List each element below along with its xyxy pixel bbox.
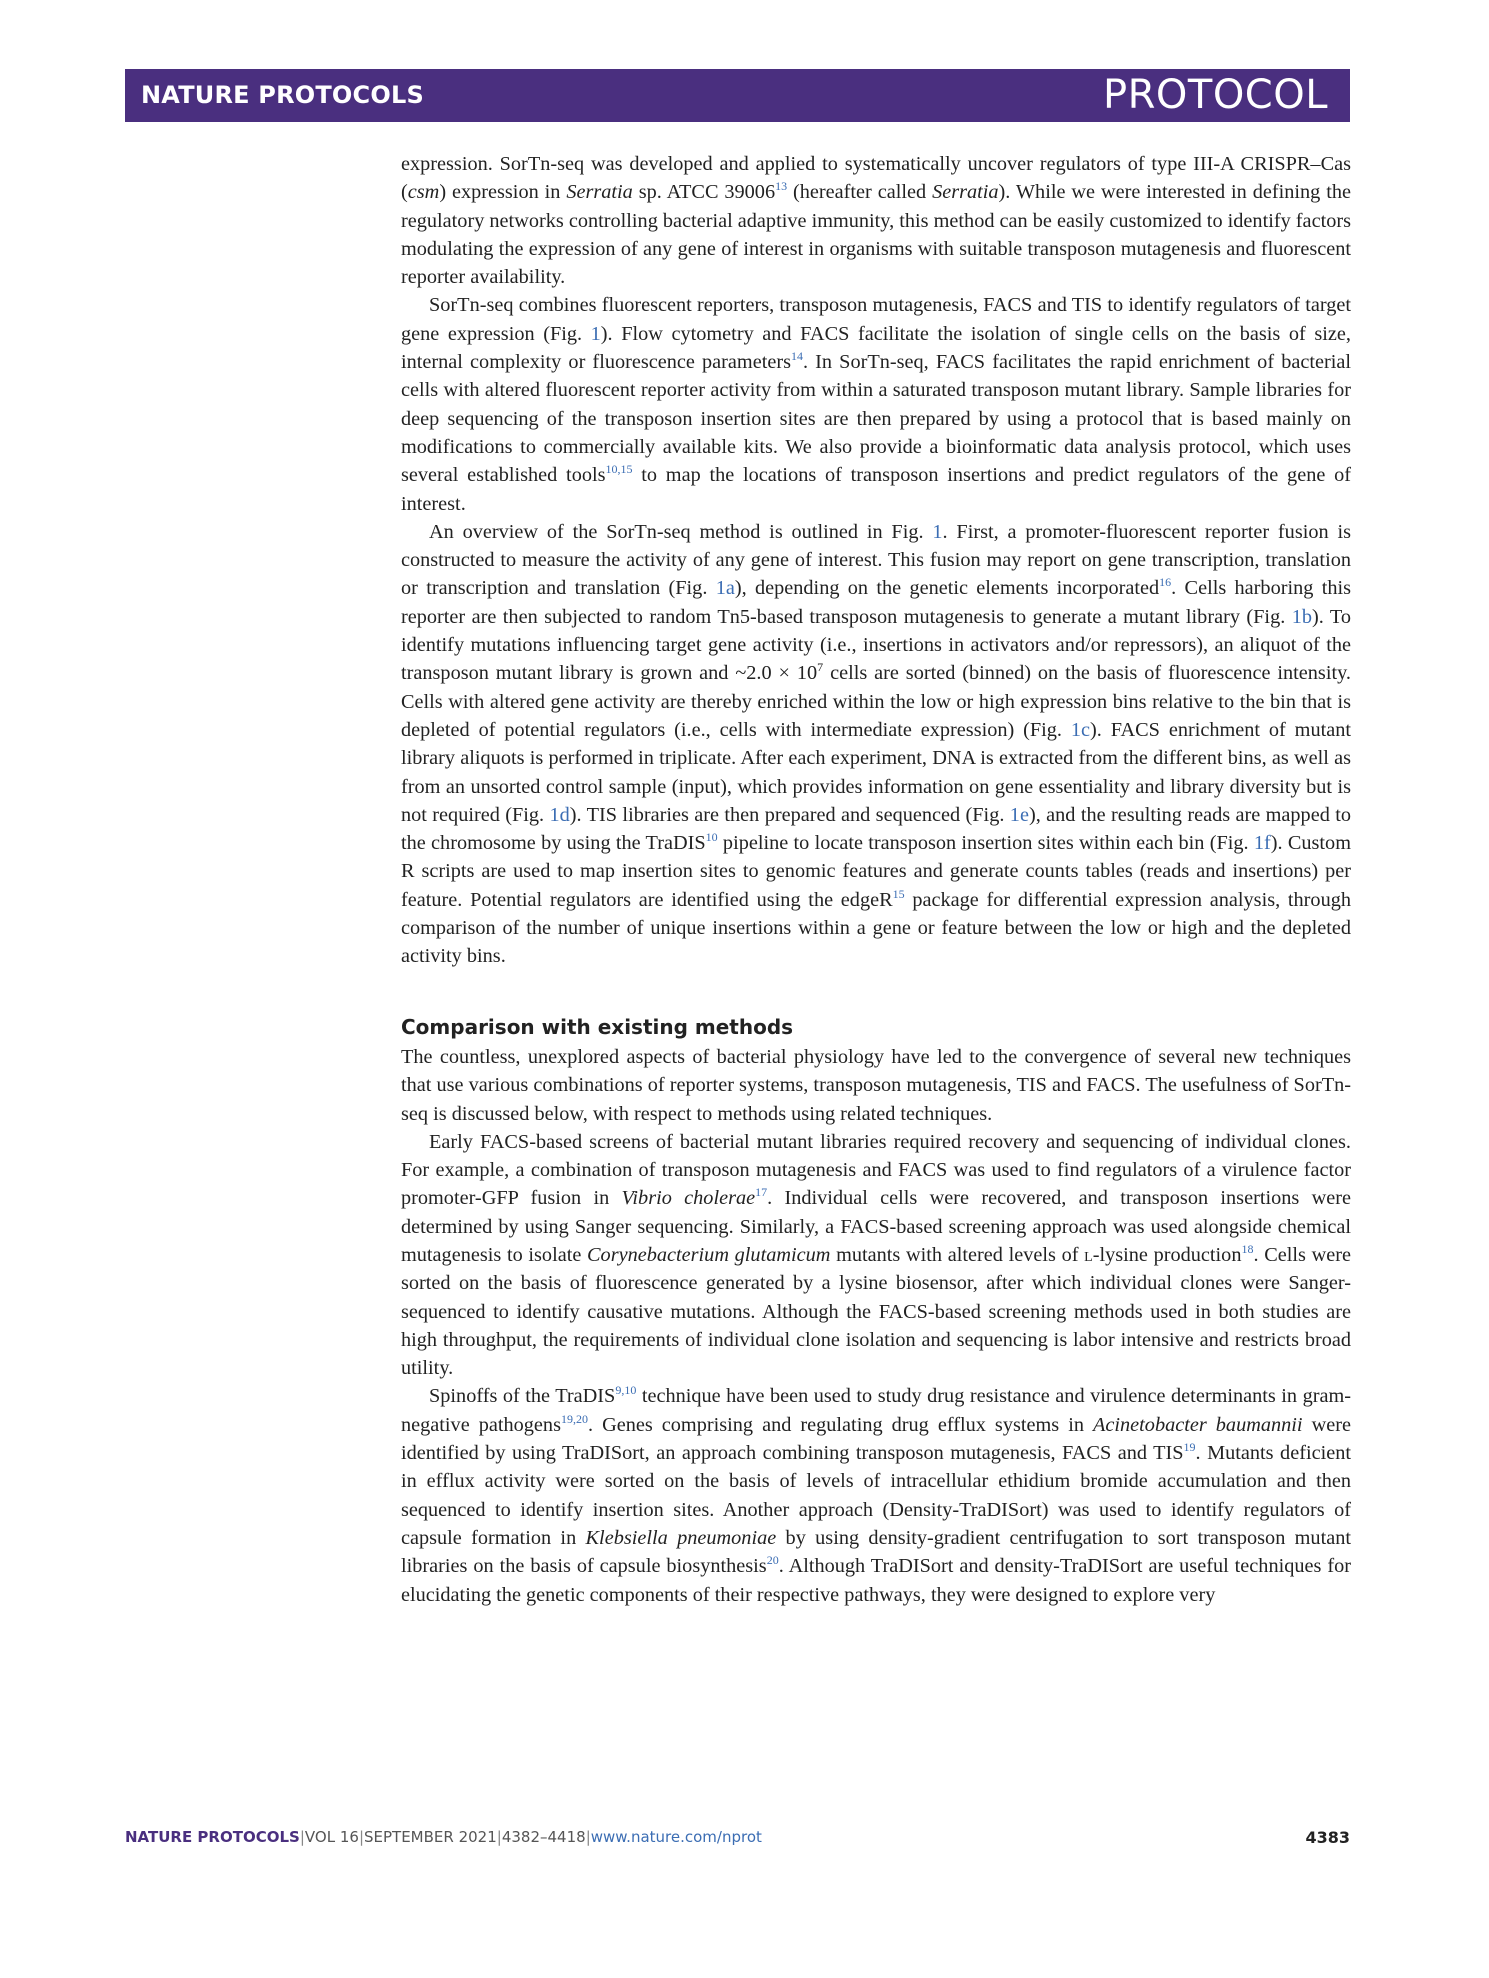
paragraph-3: An overview of the SorTn-seq method is outlined in Fig. 1. First, a promoter-fluorescent reporter fusion is constructed to measure the activity of any gene of interest. This fusion may report on gene transcription, translation or transcription and translation (Fig. 1a), depending on the genetic elements incorporated$^{16}$. Cells harboring this reporter are then subjected to random Tn5-based transposon mutagenesis to generate a mutant library (Fig. 1b). To identify mutations influencing target gene activity (i.e., insertions in activators and/or repressors), an aliquot of the transposon mutant library is grown and ~2.0 × $10^7$ cells are sorted (binned) on the basis of fluorescence intensity. Cells with altered gene activity are thereby enriched within the low or high expression bins relative to the bin that is depleted of potential regulators (i.e., cells with intermediate expression) (Fig. 1c). FACS enrichment of mutant library aliquots is performed in triplicate. After each experiment, DNA is extracted from the different bins, as well as from an unsorted control sample (input), which provides information on gene essentiality and library diversity but is not required (Fig. 1d). TIS libraries are then prepared and sequenced (Fig. 1e), and the resulting reads are mapped to the chromosome by using the TraDIS$^{10}$ pipeline to locate transposon insertion sites within each bin (Fig. 1f). Custom R scripts are used to map insertion sites to genomic features and generate counts tables (reads and insertions) per feature. Potential regulators are identified using the edgeR$^{15}$ package for differential expression analysis, through comparison of the number of unique insertions within a gene or feature between the low or high and the depleted activity bins. bbox=[401, 520, 1351, 968]
figure-link[interactable]: 1b bbox=[1291, 605, 1312, 628]
exponent: 7 bbox=[817, 660, 824, 675]
page-number: 4383 bbox=[1305, 1828, 1350, 1847]
figure-link[interactable]: 1 bbox=[932, 520, 943, 543]
citation[interactable]: 15 bbox=[892, 886, 905, 901]
figure-link[interactable]: 1f bbox=[1253, 832, 1271, 855]
citation[interactable]: 9,10 bbox=[615, 1383, 637, 1398]
citation[interactable]: 16 bbox=[1159, 575, 1172, 590]
article-type: PROTOCOL bbox=[1102, 72, 1328, 118]
journal-header-bar bbox=[125, 69, 1350, 122]
paragraph-4: The countless, unexplored aspects of bacterial physiology have led to the convergence of several new techniques that use various combinations of reporter systems, transposon mutagenesis, TIS and FACS. The usefulness of SorTn-seq is discussed below, with respect to methods using related techniques. bbox=[401, 1045, 1351, 1125]
citation[interactable]: 10 bbox=[705, 830, 718, 845]
page-footer: NATURE PROTOCOLS|VOL 16|SEPTEMBER 2021|4382–4418|www.nature.com/nprot 4383 bbox=[125, 1828, 1350, 1847]
citation[interactable]: 17 bbox=[755, 1185, 768, 1200]
citation[interactable]: 10,15 bbox=[605, 462, 633, 477]
section-heading: Comparison with existing methods bbox=[401, 1014, 794, 1039]
article-body bbox=[401, 150, 1351, 1609]
figure-link[interactable]: 1d bbox=[549, 803, 570, 826]
footer-url-link[interactable]: www.nature.com/nprot bbox=[590, 1828, 762, 1846]
paragraph-2: SorTn-seq combines fluorescent reporters, transposon mutagenesis, FACS and TIS to identify regulators of target gene expression (Fig. 1). Flow cytometry and FACS facilitate the isolation of single cells on the basis of size, internal complexity or fluorescence parameters$^{14}$. In SorTn-seq, FACS facilitates the rapid enrichment of bacterial cells with altered fluorescent reporter activity from within a saturated transposon mutant library. Sample libraries for deep sequencing of the transposon insertion sites are then prepared by using a protocol that is based mainly on modifications to commercially available kits. We also provide a bioinformatic data analysis protocol, which uses several established tools$^{10,15}$ to map the locations of transposon insertions and predict regulators of the gene of interest. bbox=[401, 294, 1351, 515]
footer-date: SEPTEMBER 2021 bbox=[364, 1828, 497, 1846]
journal-name: NATURE PROTOCOLS bbox=[141, 81, 424, 109]
footer-volume: VOL 16 bbox=[304, 1828, 359, 1846]
figure-link[interactable]: 1 bbox=[590, 322, 601, 345]
figure-link[interactable]: 1a bbox=[715, 577, 735, 600]
footer-journal: NATURE PROTOCOLS bbox=[125, 1828, 300, 1846]
citation[interactable]: 18 bbox=[1241, 1242, 1254, 1257]
citation[interactable]: 20 bbox=[766, 1553, 779, 1568]
citation[interactable]: 13 bbox=[775, 179, 788, 194]
figure-link[interactable]: 1e bbox=[1009, 803, 1029, 826]
figure-link[interactable]: 1c bbox=[1070, 718, 1091, 741]
citation[interactable]: 14 bbox=[790, 349, 803, 364]
footer-pages: 4382–4418 bbox=[501, 1828, 586, 1846]
paragraph-5: Early FACS-based screens of bacterial mutant libraries required recovery and sequencing of individual clones. For example, a combination of transposon mutagenesis and FACS was used to find regulators of a virulence factor promoter-GFP fusion in Vibrio cholerae$^{17}$. Individual cells were recovered, and transposon insertions were determined by using Sanger sequencing. Similarly, a FACS-based screening approach was used alongside chemical mutagenesis to isolate Corynebacterium glutamicum mutants with altered levels of l-lysine production$^{18}$. Cells were sorted on the basis of fluorescence generated by a lysine biosensor, after which individual clones were Sanger-sequenced to identify causative mutations. Although the FACS-based screening methods used in both studies are high throughput, the requirements of individual clone isolation and sequencing is labor intensive and restricts broad utility. bbox=[401, 1130, 1351, 1380]
paragraph-1: expression. SorTn-seq was developed and applied to systematically uncover regulators of type III-A CRISPR–Cas (csm) expression in Serratia sp. ATCC 39006$^{13}$ (hereafter called Serratia). While we were interested in defining the regulatory networks controlling bacterial adaptive immunity, this method can be easily customized to identify factors modulating the expression of any gene of interest in organisms with suitable transposon mutagenesis and fluorescent reporter availability. bbox=[401, 153, 1351, 289]
citation[interactable]: 19 bbox=[1183, 1440, 1196, 1455]
paragraph-6: Spinoffs of the TraDIS$^{9,10}$ technique have been used to study drug resistance and virulence determinants in gram-negative pathogens$^{19,20}$. Genes comprising and regulating drug efflux systems in Acinetobacter baumannii were identified by using TraDISort, an approach combining transposon mutagenesis, FACS and TIS$^{19}$. Mutants deficient in efflux activity were sorted on the basis of levels of intracellular ethidium bromide accumulation and then sequenced to identify insertion sites. Another approach (Density-TraDISort) was used to identify regulators of capsule formation in Klebsiella pneumoniae by using density-gradient centrifugation to sort transposon mutant libraries on the basis of capsule biosynthesis$^{20}$. Although TraDISort and density-TraDISort are useful techniques for elucidating the genetic components of their respective pathways, they were designed to explore very bbox=[401, 1383, 1352, 1606]
citation[interactable]: 19,20 bbox=[560, 1412, 588, 1426]
